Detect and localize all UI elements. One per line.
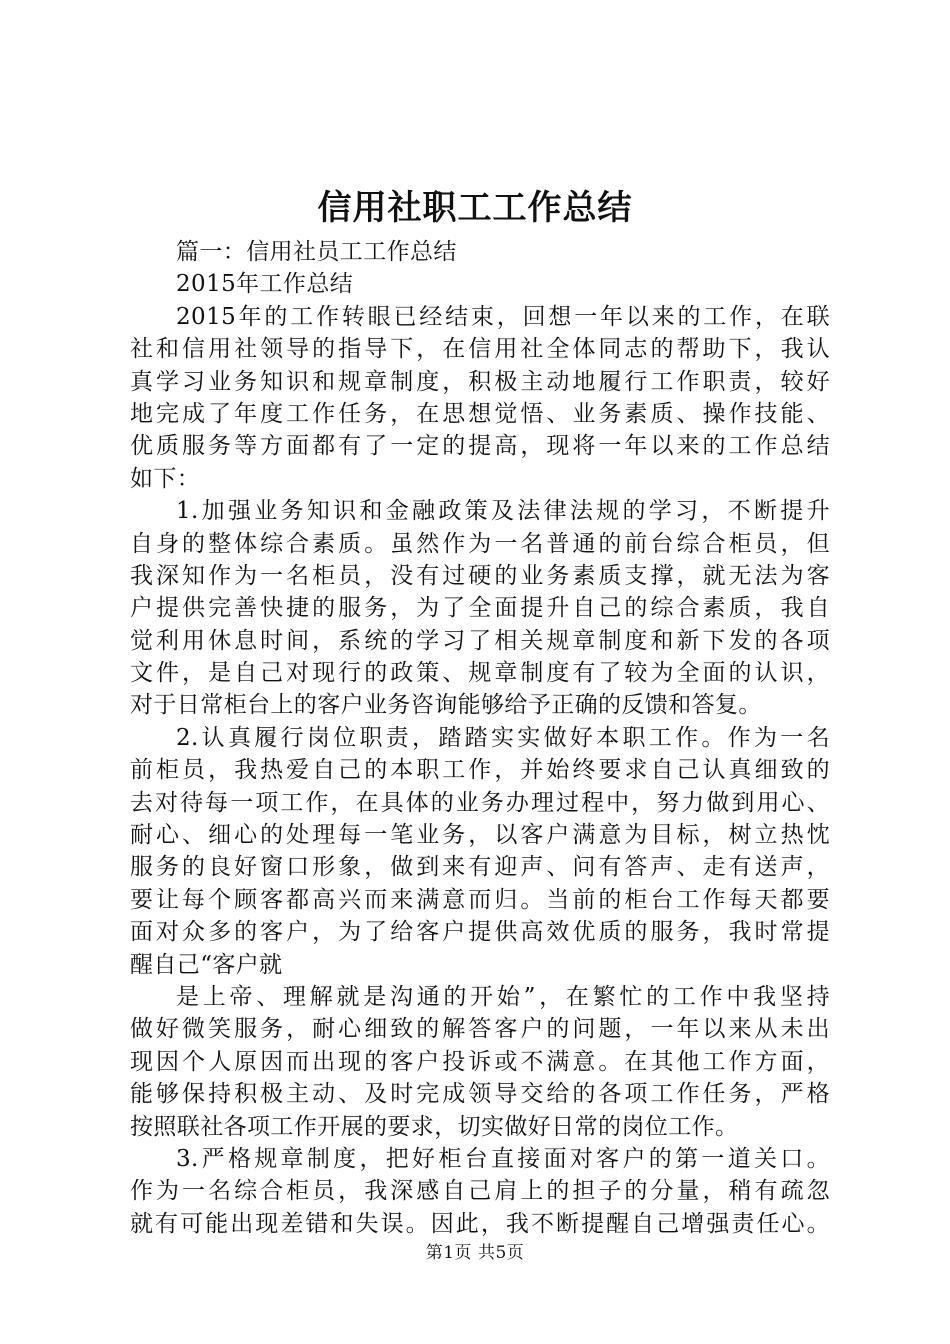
body-line: 3.严格规章制度，把好柜台直接面对客户的第一道关口。 bbox=[176, 1145, 830, 1172]
body-line: 对于日常柜台上的客户业务咨询能够给予正确的反馈和答复。 bbox=[130, 692, 762, 719]
body-line: 文件，是自己对现行的政策、规章制度有了较为全面的认识， bbox=[130, 660, 830, 687]
body-line: 是上帝、理解就是沟通的开始”，在繁忙的工作中我坚持 bbox=[176, 983, 830, 1010]
body-line: 现因个人原因而出现的客户投诉或不满意。在其他工作方面， bbox=[130, 1048, 830, 1075]
body-line: 按照联社各项工作开展的要求，切实做好日常的岗位工作。 bbox=[130, 1113, 739, 1140]
body-line: 如下： bbox=[130, 465, 201, 492]
body-line: 地完成了年度工作任务，在思想觉悟、业务素质、操作技能、 bbox=[130, 400, 830, 427]
body-line: 2015年工作总结 bbox=[176, 271, 354, 298]
body-line: 社和信用社领导的指导下，在信用社全体同志的帮助下，我认 bbox=[130, 336, 830, 363]
page-footer: 第1页 共5页 bbox=[425, 1243, 525, 1263]
body-line: 耐心、细心的处理每一笔业务，以客户满意为目标，树立热忱 bbox=[130, 822, 830, 849]
body-line: 要让每个顾客都高兴而来满意而归。当前的柜台工作每天都要 bbox=[130, 886, 830, 913]
body-line: 前柜员，我热爱自己的本职工作，并始终要求自己认真细致的 bbox=[130, 757, 830, 784]
body-line: 1.加强业务知识和金融政策及法律法规的学习，不断提升 bbox=[176, 498, 830, 525]
body-line: 做好微笑服务，耐心细致的解答客户的问题，一年以来从未出 bbox=[130, 1016, 830, 1043]
body-line: 我深知作为一名柜员，没有过硬的业务素质支撑，就无法为客 bbox=[130, 562, 830, 589]
body-line: 能够保持积极主动、及时完成领导交给的各项工作任务，严格 bbox=[130, 1081, 830, 1108]
body-line: 醒自己“客户就 bbox=[130, 951, 283, 978]
body-line: 去对待每一项工作，在具体的业务办理过程中，努力做到用心、 bbox=[130, 789, 830, 816]
body-line: 作为一名综合柜员，我深感自己肩上的担子的分量，稍有疏忽 bbox=[130, 1178, 830, 1205]
body-line: 2.认真履行岗位职责，踏踏实实做好本职工作。作为一名 bbox=[176, 724, 830, 751]
body-line: 2015年的工作转眼已经结束，回想一年以来的工作，在联 bbox=[176, 303, 830, 330]
body-line: 面对众多的客户，为了给客户提供高效优质的服务，我时常提 bbox=[130, 919, 830, 946]
body-line: 户提供完善快捷的服务，为了全面提升自己的综合素质，我自 bbox=[130, 595, 830, 622]
body-line: 就有可能出现差错和失误。因此，我不断提醒自己增强责任心。 bbox=[130, 1210, 830, 1237]
body-line: 优质服务等方面都有了一定的提高，现将一年以来的工作总结 bbox=[130, 433, 830, 460]
body-line: 自身的整体综合素质。虽然作为一名普通的前台综合柜员，但 bbox=[130, 530, 830, 557]
body-line: 服务的良好窗口形象，做到来有迎声、问有答声、走有送声， bbox=[130, 854, 830, 881]
body-line: 觉利用休息时间，系统的学习了相关规章制度和新下发的各项 bbox=[130, 627, 830, 654]
body-line: 真学习业务知识和规章制度，积极主动地履行工作职责，较好 bbox=[130, 368, 830, 395]
document-body bbox=[130, 236, 830, 1240]
body-line: 篇一：信用社员工工作总结 bbox=[176, 239, 457, 265]
document-title: 信用社职工工作总结 bbox=[317, 188, 633, 228]
